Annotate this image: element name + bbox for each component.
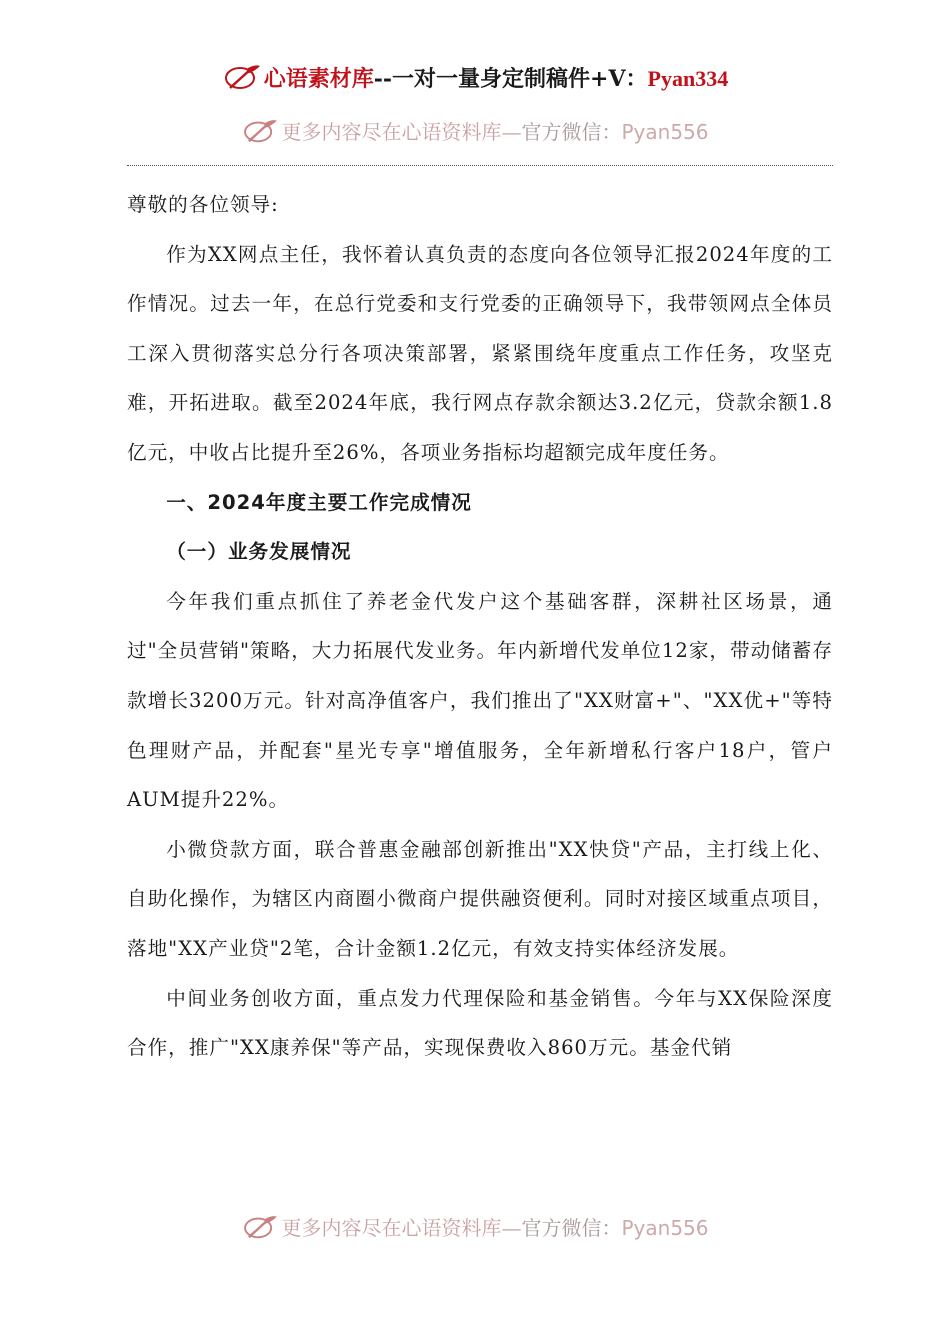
header-slogan: --一对一量身定制稿件+V：	[373, 66, 648, 92]
watermark-id: Pyan556	[621, 1216, 709, 1240]
watermark-label: 官方微信：	[521, 1216, 622, 1240]
watermark-dash: —	[501, 1216, 522, 1240]
paragraph: 中间业务创收方面，重点发力代理保险和基金销售。今年与XX保险深度合作，推广"XX康养保"等产品，实现保费收入860万元。基金代销	[127, 986, 833, 1060]
paragraph: 小微贷款方面，联合普惠金融部创新推出"XX快贷"产品，主打线上化、自助化操作，为辖区内商圈小微商户提供融资便利。同时对接区域重点项目，落地"XX产业贷"2笔，合计金额1.2亿元，有效支持实体经济发展。	[127, 837, 833, 960]
document-body	[127, 180, 833, 1073]
watermark-label: 官方微信：	[521, 120, 622, 144]
brand-name: 心语素材库	[263, 66, 374, 92]
section-heading: 一、2024年度主要工作完成情况	[166, 490, 472, 514]
intro-paragraph: 作为XX网点主任，我怀着认真负责的态度向各位领导汇报2024年度的工作情况。过去一年，在总行党委和支行党委的正确领导下，我带领网点全体员工深入贯彻落实总分行各项决策部署，紧紧围绕年度重点工作任务，攻坚克难，开拓进取。截至2024年底，我行网点存款余额达3.2亿元，贷款余额1.8亿元，中收占比提升至26%，各项业务指标均超额完成年度任务。	[127, 242, 833, 464]
subsection-heading: （一）业务发展情况	[166, 540, 352, 564]
paragraph: 今年我们重点抓住了养老金代发户这个基础客群，深耕社区场景，通过"全员营销"策略，大力拓展代发业务。年内新增代发单位12家，带动储蓄存款增长3200万元。针对高净值客户，我们推出了"XX财富+"、"XX优+"等特色理财产品，并配套"星光专享"增值服务，全年新增私行客户18户，管户AUM提升22%。	[127, 589, 833, 812]
quill-logo-icon	[241, 1213, 279, 1241]
watermark-text: 更多内容尽在心语资料库	[281, 1216, 502, 1240]
watermark-text: 更多内容尽在心语资料库	[281, 120, 502, 144]
watermark-top	[0, 116, 950, 145]
salutation: 尊敬的各位领导:	[127, 193, 279, 216]
watermark-dash: —	[501, 120, 522, 144]
page-header	[0, 62, 950, 93]
watermark-id: Pyan556	[621, 120, 709, 144]
watermark-bottom	[0, 1212, 950, 1241]
quill-logo-icon	[241, 117, 279, 145]
header-wechat-id: Pyan334	[647, 66, 729, 91]
header-divider	[127, 165, 833, 166]
quill-logo-icon	[222, 62, 262, 92]
